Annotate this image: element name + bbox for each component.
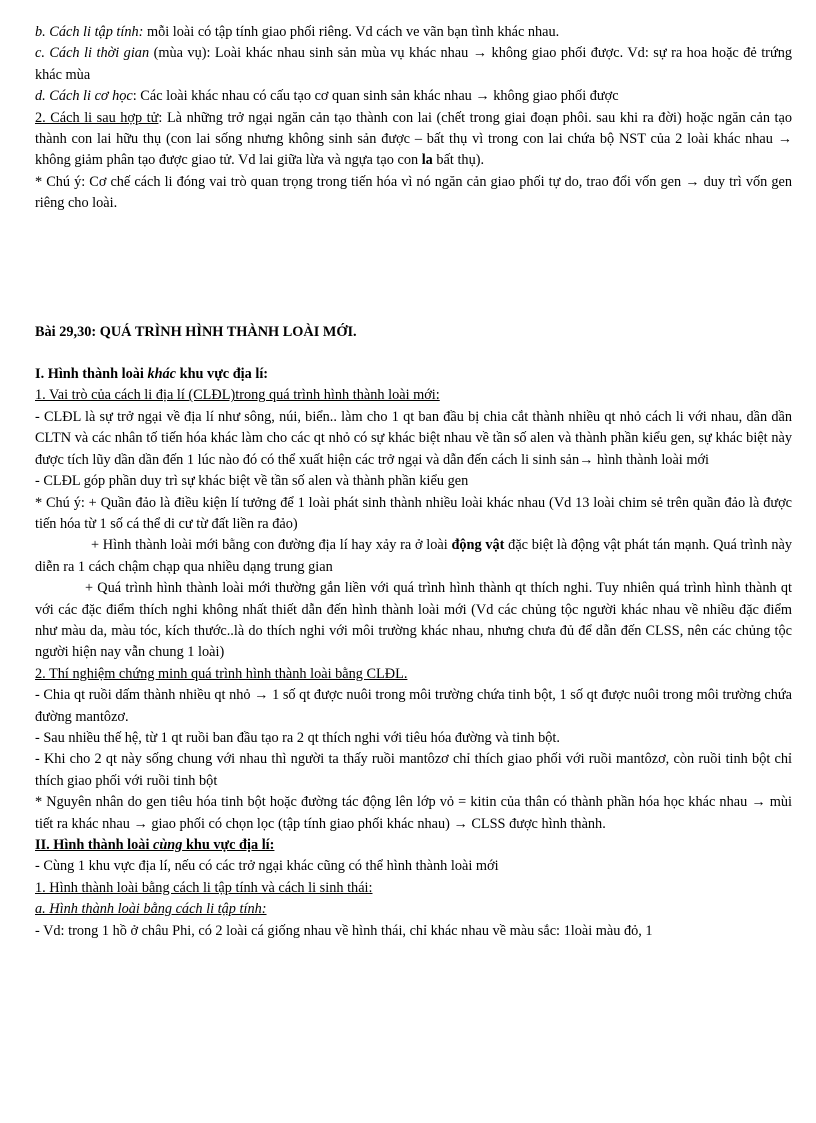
section-heading-1 (35, 364, 792, 385)
text: + Hình thành loài mới bằng con đường địa lí hay xảy ra ở loài (91, 537, 452, 554)
paragraph: * Nguyên nhân do gen tiêu hóa tinh bột hoặc đường tác động lên lớp vỏ = kitin của thân có thành phần hóa học khác nhau → mùi tiết ra khác nhau → giao phối có chọn lọc (tập tính giao phối khác nhau) → CLSS được hình thành. (35, 794, 792, 832)
paragraph: - CLĐL là sự trở ngại về địa lí như sông, núi, biển.. làm cho 1 qt ban đầu bị chia cắt thành nhiều qt nhỏ cách li với nhau, dần dần CLTN và các nhân tố tiến hóa khác làm cho các qt nhỏ có sự khác biệt nhau về tần số alen và thành phần kiểu gen, sự khác biệt này được tích lũy dần dần đến 1 lúc nào đó có thể xuất hiện các trở ngại và dẫn đến cách li sinh sản→ hình thành loài mới (35, 408, 792, 468)
heading-2-part-c: khu vực địa lí: (182, 837, 275, 853)
label-d: d. Cách li cơ học (35, 88, 133, 105)
paragraph: - Cùng 1 khu vực địa lí, nếu có các trở ngại khác cũng có thể hình thành loài mới (35, 858, 499, 875)
text-c: (mùa vụ): Loài khác nhau sinh sản mùa vụ khác nhau → không giao phối được. Vd: sự ra hoa hoặc đẻ trứng khác mùa (35, 45, 792, 83)
paragraph: - Chia qt ruồi dấm thành nhiều qt nhỏ → 1 số qt được nuôi trong môi trường chứa tinh bột, 1 số qt được nuôi trong môi trường chứa đường mantôzơ. (35, 687, 792, 725)
spacer (35, 343, 792, 364)
text-post-zygotic: : Là những trở ngại ngăn cản tạo thành con lai (chết trong giai đoạn phôi. sau khi ra đời) hoặc ngăn cản tạo thành con lai hữu thụ (con lai sống nhưng không sinh sản được – bất thụ vì trong con lai chứa bộ NST của 2 loài khác nhau → không giảm phân tạo được giao tử. Vd lai giữa lừa và ngựa tạo con (35, 109, 793, 169)
text-b: mỗi loài có tập tính giao phối riêng. Vd cách ve vãn bạn tình khác nhau. (143, 24, 560, 40)
document-page (35, 22, 792, 942)
subheading-2: 2. Thí nghiệm chứng minh quá trình hình thành loài bằng CLĐL. (35, 665, 408, 682)
lesson-title: Bài 29,30: QUÁ TRÌNH HÌNH THÀNH LOÀI MỚI. (35, 323, 357, 340)
paragraph: - Sau nhiều thế hệ, từ 1 qt ruồi ban đầu tạo ra 2 qt thích nghi với tiêu hóa đường và tinh bột. (35, 729, 560, 746)
paragraph: - Vd: trong 1 hồ ở châu Phi, có 2 loài cá giống nhau về hình thái, chỉ khác nhau về màu sắc: 1loài màu đỏ, 1 (35, 922, 653, 939)
heading-2-emphasis: cùng (153, 837, 183, 853)
label-post-zygotic: 2. Cách li sau hợp tử (35, 109, 159, 126)
subheading-3: 1. Hình thành loài bằng cách li tập tính và cách li sinh thái: (35, 879, 373, 896)
heading-2-part-a: II. Hình thành loài (35, 837, 153, 853)
paragraph-d (35, 86, 792, 107)
paragraph-b (35, 22, 792, 43)
bold-text: động vật (451, 537, 505, 554)
paragraph: * Chú ý: + Quần đảo là điều kiện lí tưởng để 1 loài phát sinh thành nhiều loài khác nhau (Vd 13 loài chim sẻ trên quần đảo là được tiến hóa từ 1 số cá thể di cư từ đất liền ra đảo) (35, 494, 792, 532)
section-heading-2 (35, 835, 792, 856)
paragraph: - CLĐL góp phần duy trì sự khác biệt về tần số alen và thành phần kiểu gen (35, 473, 469, 490)
heading-1-part-a: I. Hình thành loài (35, 366, 148, 383)
paragraph (35, 535, 792, 578)
paragraph-c (35, 43, 792, 86)
label-c: c. Cách li thời gian (35, 45, 150, 62)
subheading-3a: a. Hình thành loài bằng cách li tập tính: (35, 901, 267, 918)
label-b: b. Cách li tập tính: (35, 24, 144, 40)
text: đặc biệt là động vật phát tán mạnh. Quá trình này diễn ra 1 cách chậm chạp qua nhiều dạng trung gian (35, 537, 792, 575)
heading-1-part-c: khu vực địa lí: (176, 366, 269, 383)
paragraph-post-zygotic (35, 108, 792, 172)
paragraph: - Khi cho 2 qt này sống chung với nhau thì người ta thấy ruồi mantôzơ chỉ thích giao phối với ruồi mantôzơ, còn ruồi tinh bột chỉ thích giao phối với ruồi tinh bột (35, 751, 792, 789)
text-d: : Các loài khác nhau có cấu tạo cơ quan sinh sản khác nhau → không giao phối được (132, 88, 619, 105)
spacer (35, 215, 792, 322)
paragraph: + Quá trình hình thành loài mới thường gắn liền với quá trình hình thành qt thích nghi. Tuy nhiên quá trình hình thành qt với các đặc điểm thích nghi không nhất thiết dẫn đến hình thành loài mới (Vd các chủng tộc người khác nhau về nhiều đặc điểm như màu da, màu tóc, kích thước..là do thích nghi với môi trường khác nhau, nhưng chưa đủ để dẫn đến CLSS, nên các chủng tộc người hiện nay vẫn chung 1 loài) (35, 580, 792, 661)
text-post-zygotic-end: bất thụ). (432, 152, 485, 169)
heading-1-emphasis: khác (147, 366, 177, 383)
subheading-1: 1. Vai trò của cách li địa lí (CLĐL)trong quá trình hình thành loài mới: (35, 387, 440, 404)
bold-la: la (421, 152, 433, 169)
note-paragraph: * Chú ý: Cơ chế cách li đóng vai trò quan trọng trong tiến hóa vì nó ngăn cản giao phối tự do, trao đổi vốn gen → duy trì vốn gen riêng cho loài. (35, 173, 792, 212)
